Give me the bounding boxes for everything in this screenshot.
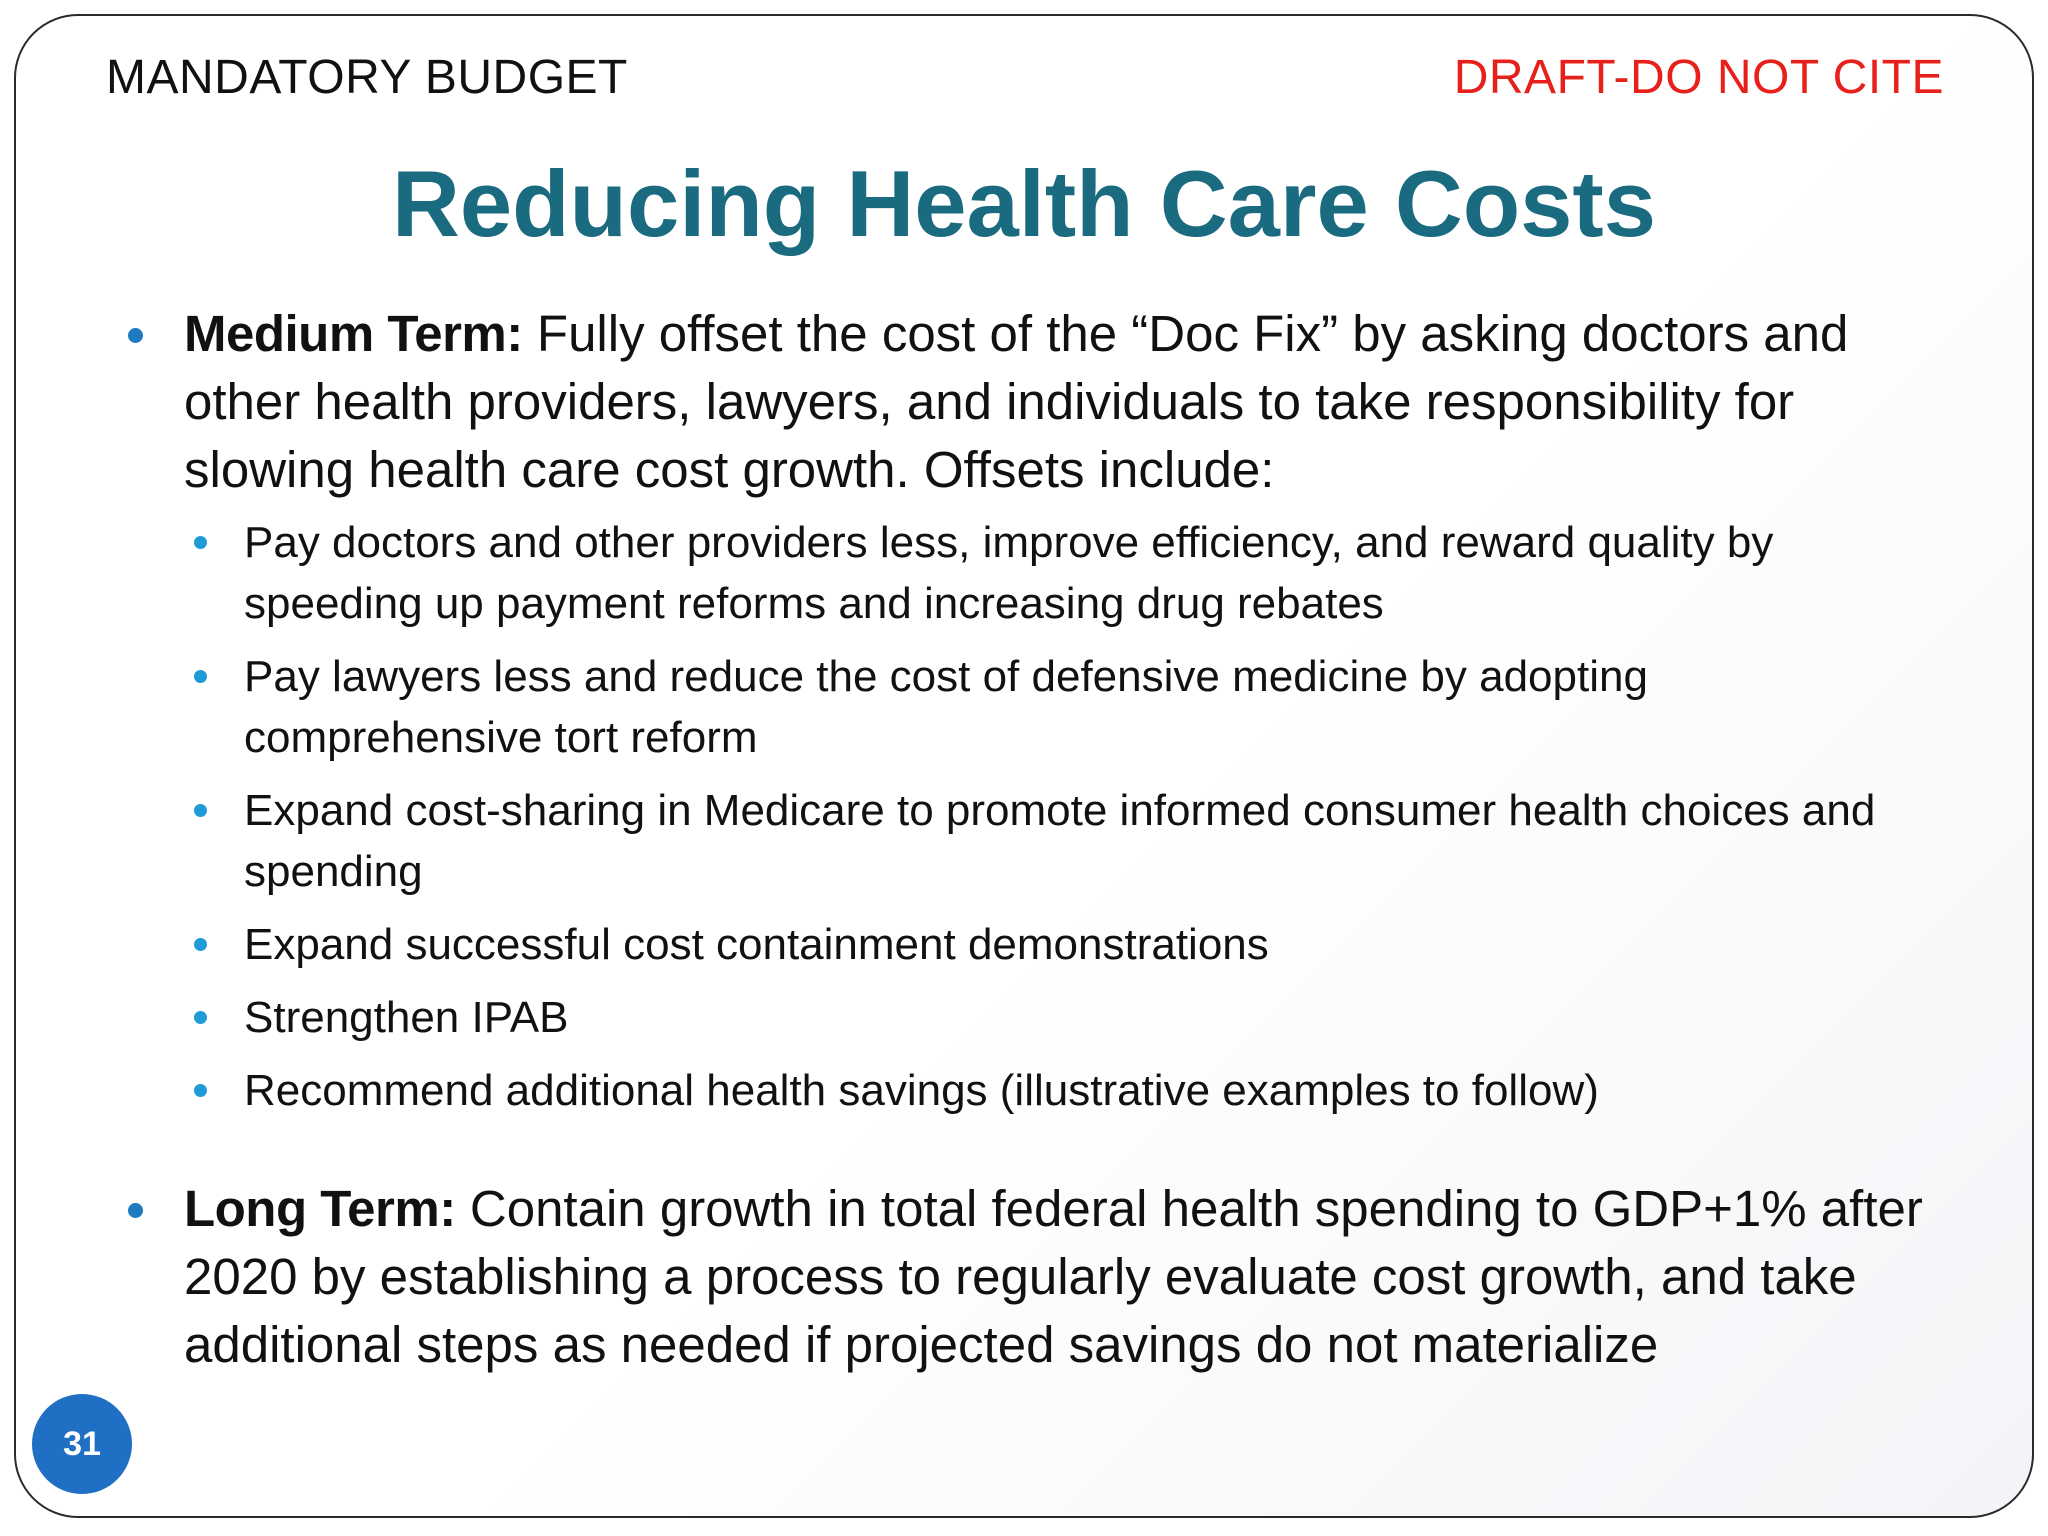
sub-bullet-dot-icon — [194, 1011, 207, 1024]
sub-bullet-dot-icon — [194, 804, 207, 817]
sub-bullet-text: Strengthen IPAB — [244, 993, 569, 1042]
sub-bullet-text: Expand cost-sharing in Medicare to promote informed consumer health choices and spending — [244, 786, 1876, 896]
sub-bullet — [184, 1060, 1950, 1121]
sub-bullet-text: Pay lawyers less and reduce the cost of defensive medicine by adopting comprehensive tort reform — [244, 652, 1648, 762]
bullet-dot-icon — [128, 1203, 143, 1218]
sub-bullet-dot-icon — [194, 670, 207, 683]
bullet-medium-term — [120, 300, 1950, 504]
sub-bullet — [184, 646, 1950, 768]
header-label: MANDATORY BUDGET — [106, 51, 628, 104]
sub-bullet-text: Recommend additional health savings (illustrative examples to follow) — [244, 1066, 1599, 1115]
sub-bullet — [184, 914, 1950, 975]
slide-content — [120, 300, 1950, 1379]
bullet-lead: Medium Term: — [184, 305, 523, 362]
page-number-badge: 31 — [32, 1394, 132, 1494]
sub-bullet-text: Expand successful cost containment demonstrations — [244, 920, 1269, 969]
bullet-text: Contain growth in total federal health spending to GDP+1% after 2020 by establishing a process to regularly evaluate cost growth, and take additional steps as needed if projected savings do not materialize — [184, 1180, 1923, 1373]
sub-bullet-dot-icon — [194, 1084, 207, 1097]
sub-bullet-dot-icon — [194, 938, 207, 951]
bullet-lead: Long Term: — [184, 1180, 456, 1237]
sub-bullet — [184, 987, 1950, 1048]
bullet-dot-icon — [128, 328, 143, 343]
bullet-long-term — [120, 1175, 1950, 1379]
bullet-text: Fully offset the cost of the “Doc Fix” by asking doctors and other health providers, lawyers, and individuals to take responsibility for slowing health care cost growth. Offsets include: — [184, 305, 1849, 498]
sub-bullet-text: Pay doctors and other providers less, improve efficiency, and reward quality by speeding up payment reforms and increasing drug rebates — [244, 518, 1774, 628]
sub-bullet — [184, 512, 1950, 634]
slide-title: Reducing Health Care Costs — [391, 151, 1657, 256]
sub-bullet-list — [184, 512, 1950, 1121]
sub-bullet — [184, 780, 1950, 902]
sub-bullet-dot-icon — [194, 536, 207, 549]
draft-label: DRAFT-DO NOT CITE — [1453, 51, 1944, 104]
